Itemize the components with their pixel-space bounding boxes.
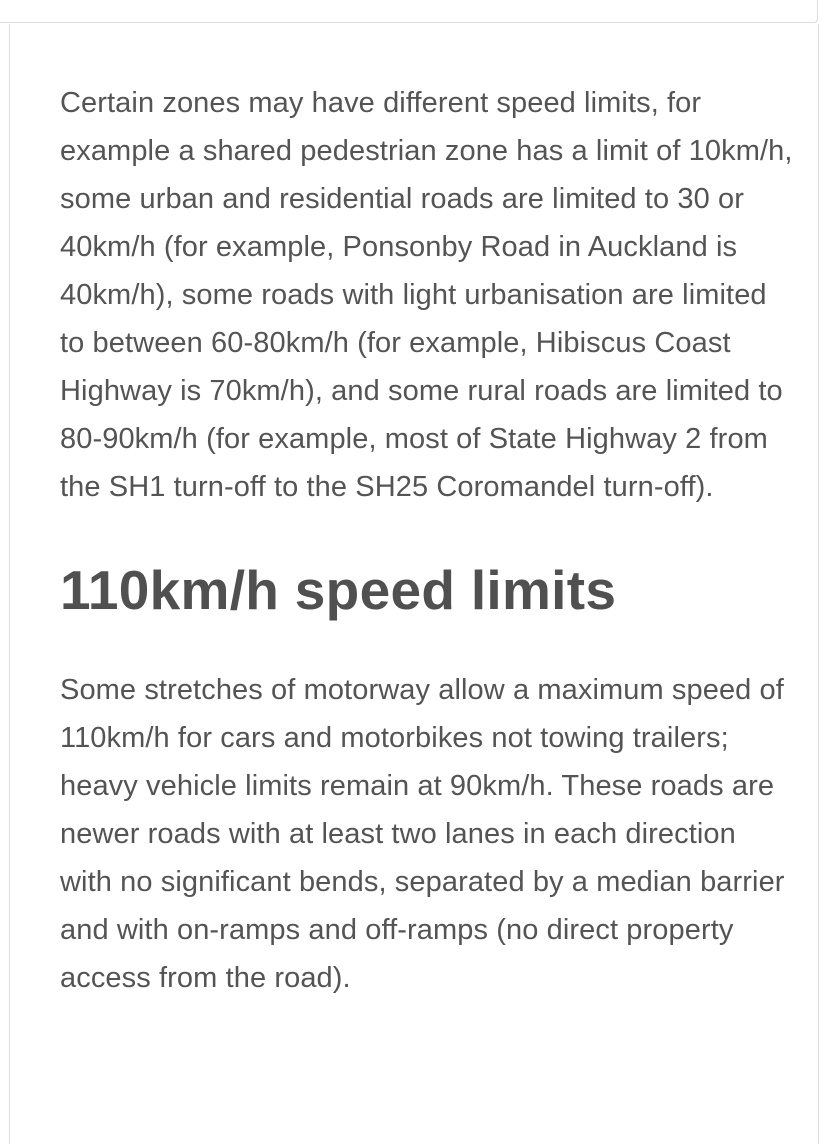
article-content [60,79,795,1002]
article-card [9,24,819,1144]
section-heading: 110km/h speed limits [60,559,617,621]
paragraph-speed-zones: Certain zones may have different speed limits, for example a shared pedestrian zone has a limit of 10km/h, some urban and residential roads are limited to 30 or 40km/h (for example, Ponsonby Road in Auckland is 40km/h), some roads with light urbanisation are limited to between 60-80km/h (for example, Hibiscus Coast Highway is 70km/h), and some rural roads are limited to 80-90km/h (for example, most of State Highway 2 from the SH1 turn-off to the SH25 Coromandel turn-off). [60,87,793,503]
top-strip [0,0,828,24]
paragraph-110-limits: Some stretches of motorway allow a maximum speed of 110km/h for cars and motorbikes not towing trailers; heavy vehicle limits remain at 90km/h. These roads are newer roads with at least two lanes in each direction with no significant bends, separated by a median barrier and with on-ramps and off-ramps (no direct property access from the road). [60,674,785,994]
previous-card-edge [0,0,818,23]
